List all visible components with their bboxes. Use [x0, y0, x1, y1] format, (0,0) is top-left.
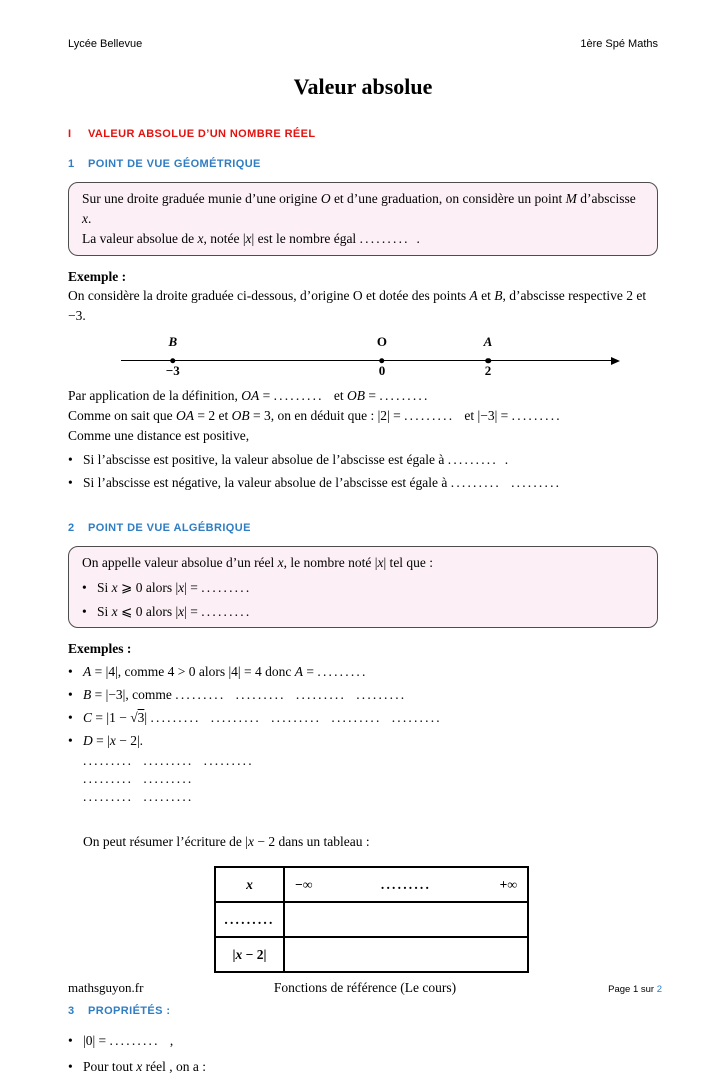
point-value: −3	[165, 363, 180, 378]
list-item	[68, 708, 658, 727]
list-item	[68, 662, 658, 681]
subsection-geometric-heading	[68, 158, 658, 170]
axis-arrow-icon	[611, 357, 620, 365]
list-item	[82, 602, 644, 621]
footer-site: mathsguyon.fr	[68, 980, 144, 995]
subsection-title: POINT DE VUE ALGÉBRIQUE	[88, 522, 251, 534]
subsection-number: 2	[68, 522, 75, 534]
section-number: I	[68, 128, 72, 140]
list-item	[68, 685, 658, 704]
number-line-axis	[121, 360, 612, 361]
header-class-level: 1ère Spé Maths	[580, 38, 658, 50]
definition-line: Sur une droite graduée munie d’une origine O et d’une graduation, on considère un point M d’abscisse x.	[82, 191, 636, 226]
list-item	[82, 578, 644, 597]
number-line-figure	[121, 334, 619, 382]
paragraph-line: Comme on sait que OA = 2 et OB = 3, on en déduit que : |2| = ......... et |−3| = .........	[68, 408, 562, 423]
page-header	[68, 0, 658, 50]
section-1-heading	[68, 128, 658, 140]
list-item-text: Pour tout x réel , on a :	[83, 1059, 206, 1074]
list-item-text: A = |4|, comme 4 > 0 alors |4| = 4 donc A = .........	[83, 664, 368, 679]
list-item	[68, 450, 658, 469]
table-row	[215, 937, 528, 972]
answer-dots-line: ......... .........	[83, 771, 194, 786]
paragraph-line: Comme une distance est positive,	[68, 428, 250, 443]
point-label: O	[376, 334, 387, 349]
bullet-icon: •	[68, 475, 73, 490]
bullet-icon: •	[68, 664, 73, 679]
table-header-domain	[284, 867, 528, 902]
table-empty-cell	[284, 937, 528, 972]
page-label: Page 1 sur	[608, 984, 657, 995]
definition-intro: On appelle valeur absolue d’un réel x, le nombre noté |x| tel que :	[82, 555, 434, 570]
list-item-text: C = |1 − √3| ......... ......... ......... ......... .........	[83, 710, 442, 725]
plus-infinity: +∞	[499, 876, 517, 892]
table-header-x: x	[215, 867, 284, 902]
subsection-properties-heading	[68, 1005, 658, 1017]
footer-page-indicator	[456, 984, 662, 995]
subsection-title: PROPRIÉTÉS :	[88, 1005, 171, 1017]
bullet-icon: •	[68, 733, 73, 748]
definition-line: La valeur absolue de x, notée |x| est le nombre égal ......... .	[82, 231, 420, 246]
point-label: B	[168, 334, 178, 349]
list-item-text: Si l’abscisse est négative, la valeur absolue de l’abscisse est égale à ......... .........	[83, 475, 562, 490]
list-item-text: B = |−3|, comme ......... ......... ......... .........	[83, 687, 407, 702]
page-footer	[68, 980, 662, 996]
point-label: A	[483, 334, 493, 349]
point-value: 0	[378, 363, 386, 378]
table-row	[215, 867, 528, 902]
page-total: 2	[656, 984, 663, 995]
domain-dots: .........	[380, 876, 432, 892]
footer-course-title: Fonctions de référence (Le cours)	[273, 980, 457, 995]
sign-table	[214, 866, 529, 973]
list-item-text: Si x ⩽ 0 alors |x| = .........	[97, 604, 252, 619]
table-row2-label: .........	[215, 902, 284, 937]
domain-row	[286, 877, 526, 893]
bullet-icon: •	[82, 580, 87, 595]
table-row	[215, 902, 528, 937]
subsection-number: 1	[68, 158, 75, 170]
list-item	[68, 1031, 658, 1050]
bullet-icon: •	[82, 604, 87, 619]
subsection-title: POINT DE VUE GÉOMÉTRIQUE	[88, 158, 261, 170]
answer-dots-line: ......... ......... .........	[83, 753, 254, 768]
bullet-icon: •	[68, 1033, 73, 1048]
example-paragraph	[68, 386, 658, 446]
table-row3-label: |x − 2|	[215, 937, 284, 972]
example-label: Exemple :	[68, 269, 127, 284]
list-item	[68, 731, 658, 750]
list-item-text: Si l’abscisse est positive, la valeur absolue de l’abscisse est égale à ......... .	[83, 452, 509, 467]
example-intro-line: On considère la droite graduée ci-dessous, d’origine O et dotée des points A et B, d’abscisse respective 2 et −3.	[68, 288, 647, 323]
point-value: 2	[484, 363, 492, 378]
bullet-icon: •	[68, 687, 73, 702]
list-item-text: |0| = ......... ,	[83, 1033, 174, 1048]
definition-box-geometric	[68, 182, 658, 256]
page-title: Valeur absolue	[293, 74, 433, 99]
bullet-icon: •	[68, 1059, 73, 1074]
list-item	[68, 473, 658, 492]
bullet-icon: •	[68, 452, 73, 467]
table-intro-line: On peut résumer l’écriture de |x − 2 dans un tableau :	[83, 834, 370, 849]
table-empty-cell	[284, 902, 528, 937]
bullet-icon: •	[68, 710, 73, 725]
examples-label: Exemples :	[68, 641, 132, 656]
section-title: VALEUR ABSOLUE D’UN NOMBRE RÉEL	[88, 128, 316, 140]
paragraph-line: Par application de la définition, OA = ......... et OB = .........	[68, 388, 430, 403]
definition-box-algebraic	[68, 546, 658, 628]
subsection-number: 3	[68, 1005, 75, 1017]
list-item-text: D = |x − 2|.	[83, 733, 144, 748]
header-school: Lycée Bellevue	[68, 38, 143, 50]
minus-infinity: −∞	[295, 876, 313, 892]
subsection-algebraic-heading	[68, 522, 658, 534]
list-item	[68, 1057, 658, 1076]
list-item-text: Si x ⩾ 0 alors |x| = .........	[97, 580, 252, 595]
answer-dots-line: ......... .........	[83, 789, 194, 804]
